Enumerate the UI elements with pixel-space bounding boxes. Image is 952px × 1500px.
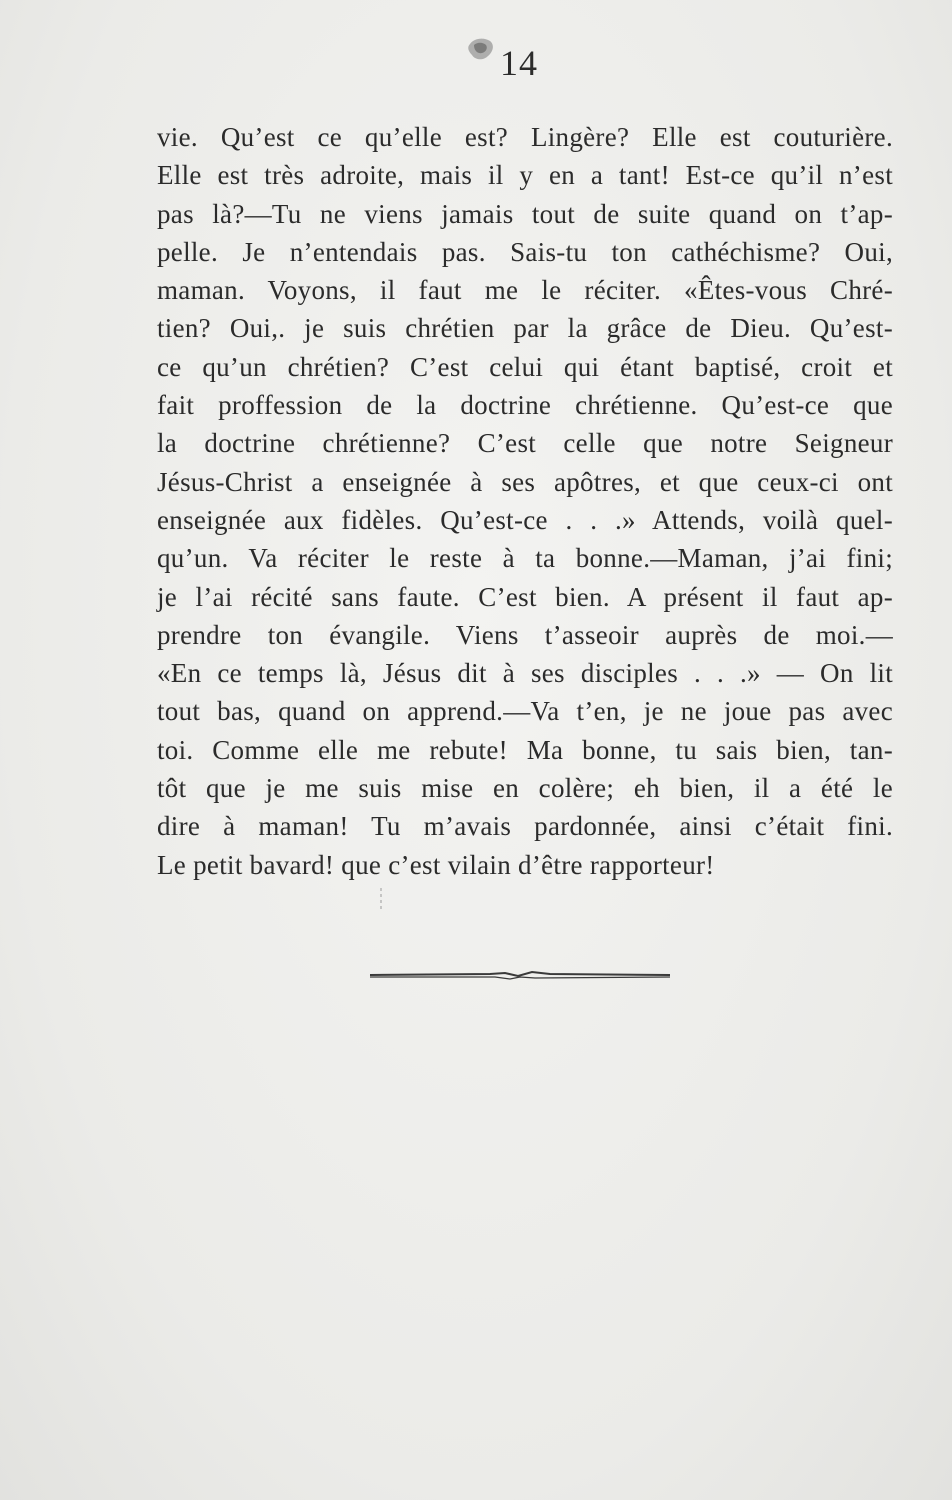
text-line: toi. Comme elle me rebute! Ma bonne, tu sais bien, tan-: [157, 734, 893, 765]
body-text: [157, 118, 893, 884]
text-line: Elle est très adroite, mais il y en a tant! Est-ce qu’il n’est: [157, 160, 893, 191]
text-line: dire à maman! Tu m’avais pardonnée, ainsi c’était fini.: [157, 811, 893, 842]
text-line: enseignée aux fidèles. Qu’est-ce . . .» Attends, voilà quel-: [157, 504, 893, 535]
text-line: tôt que je me suis mise en colère; eh bien, il a été le: [157, 773, 893, 804]
text-line: ce qu’un chrétien? C’est celui qui étant baptisé, croit et: [157, 351, 893, 382]
ink-blot-icon: [466, 36, 496, 62]
text-line: tien? Oui,. je suis chrétien par la grâce de Dieu. Qu’est-: [157, 313, 893, 344]
divider-ornament-icon: [370, 966, 670, 986]
text-line: «En ce temps là, Jésus dit à ses disciples . . .» — On lit: [157, 658, 893, 689]
text-line: Le petit bavard! que c’est vilain d’être rapporteur!: [157, 849, 715, 880]
text-line: vie. Qu’est ce qu’elle est? Lingère? Elle est couturière.: [157, 122, 893, 152]
text-line: qu’un. Va réciter le reste à ta bonne.—Maman, j’ai fini;: [157, 543, 893, 574]
text-line: pas là?—Tu ne viens jamais tout de suite quand on t’ap-: [157, 198, 893, 229]
text-line: maman. Voyons, il faut me le réciter. «Êtes-vous Chré-: [157, 275, 893, 306]
text-line: tout bas, quand on apprend.—Va t’en, je ne joue pas avec: [157, 696, 893, 727]
stray-mark: [380, 888, 382, 910]
text-line: la doctrine chrétienne? C’est celle que notre Seigneur: [157, 428, 893, 459]
text-line: Jésus-Christ a enseignée à ses apôtres, et que ceux-ci ont: [157, 466, 893, 497]
text-line: prendre ton évangile. Viens t’asseoir auprès de moi.—: [157, 619, 893, 650]
page-number: 14: [500, 43, 538, 83]
text-line: je l’ai récité sans faute. C’est bien. A présent il faut ap-: [157, 581, 893, 612]
text-line: pelle. Je n’entendais pas. Sais-tu ton cathéchisme? Oui,: [157, 236, 893, 267]
text-line: fait proffession de la doctrine chrétienne. Qu’est-ce que: [157, 390, 893, 421]
